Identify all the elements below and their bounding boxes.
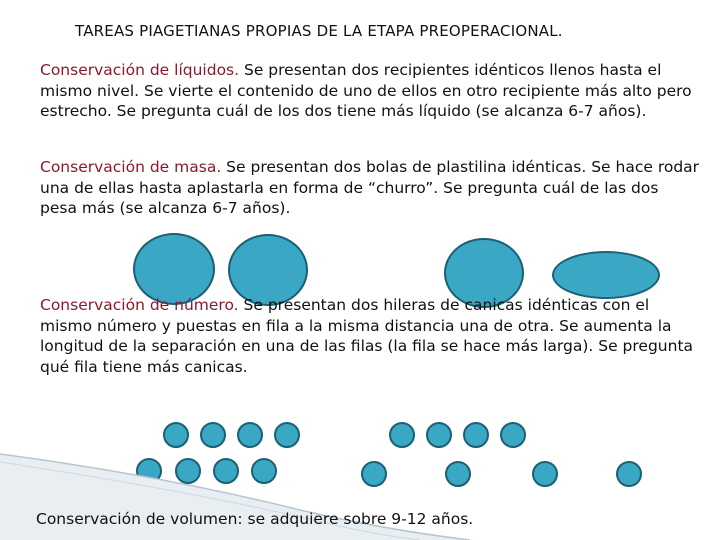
marble bbox=[463, 422, 489, 448]
block-text: Se presentan dos hileras de canicas idénticas con el mismo número y puestas en fila a la misma distancia una de otra. Se aumenta la longitud de la separación en una de las filas (la fila se hace más larga). Se pregunta qué fila tiene más canicas. bbox=[40, 296, 694, 376]
block-text: Se presentan dos recipientes idénticos llenos hasta el mismo nivel. Se vierte el contenido de uno de ellos en otro recipiente más alto pero estrecho. Se pregunta cuál de los dos tiene más líquido (se alcanza 6-7 años). bbox=[40, 61, 692, 120]
marble bbox=[389, 422, 415, 448]
clay-churro bbox=[552, 251, 660, 299]
block-heading: Conservación de líquidos. bbox=[40, 61, 240, 79]
marble bbox=[445, 461, 471, 487]
marble bbox=[616, 461, 642, 487]
marble bbox=[426, 422, 452, 448]
block-heading: Conservación de masa. bbox=[40, 158, 222, 176]
marble bbox=[500, 422, 526, 448]
block-number-conservation bbox=[40, 295, 700, 377]
slide-title: TAREAS PIAGETIANAS PROPIAS DE LA ETAPA PREOPERACIONAL. bbox=[75, 22, 563, 40]
block-heading: Conservación de número. bbox=[40, 296, 239, 314]
block-text: Se presentan dos bolas de plastilina idénticas. Se hace rodar una de ellas hasta aplastarla en forma de “churro”. Se pregunta cuál de las dos pesa más (se alcanza 6-7 años). bbox=[40, 158, 700, 217]
footer-text: Conservación de volumen: se adquiere sobre 9-12 años. bbox=[36, 510, 474, 528]
marble bbox=[532, 461, 558, 487]
marble bbox=[361, 461, 387, 487]
